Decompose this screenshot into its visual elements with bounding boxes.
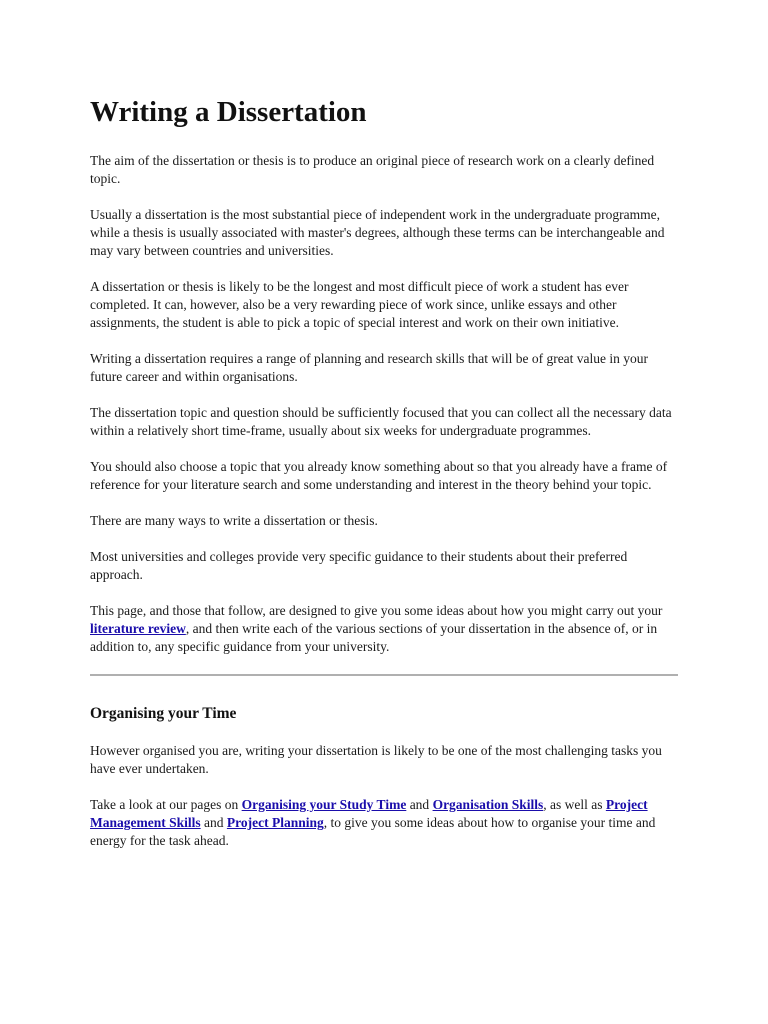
paragraph-5: The dissertation topic and question should be sufficiently focused that you can collect all the necessary data within a relatively short time-frame, usually about six weeks for undergraduate programmes.	[90, 405, 672, 438]
section-divider	[90, 674, 678, 676]
paragraph-1: The aim of the dissertation or thesis is to produce an original piece of research work on a clearly defined topic.	[90, 153, 655, 186]
paragraph-3: A dissertation or thesis is likely to be the longest and most difficult piece of work a student has ever completed. It can, however, also be a very rewarding piece of work since, unlike essays and other assignments, the student is able to pick a topic of special interest and work on their own initiative.	[90, 279, 629, 330]
organisation-skills-link[interactable]: Organisation Skills	[432, 797, 544, 812]
project-management-skills-link[interactable]: Project Management Skills	[90, 797, 648, 830]
paragraph-9-text-end: , and then write each of the various sections of your dissertation in the absence of, or in addition to, any specific guidance from your university.	[90, 621, 658, 654]
paragraph-8: Most universities and colleges provide very specific guidance to their students about their preferred approach.	[90, 549, 628, 582]
section-paragraph-2-text-1: Take a look at our pages on	[90, 797, 242, 812]
project-planning-link[interactable]: Project Planning	[226, 815, 324, 830]
section-paragraph-1: However organised you are, writing your dissertation is likely to be one of the most challenging tasks you have ever undertaken.	[90, 743, 662, 776]
paragraph-4: Writing a dissertation requires a range of planning and research skills that will be of great value in your future career and within organisations.	[90, 351, 649, 384]
document-page	[90, 94, 678, 868]
paragraph-6: You should also choose a topic that you already know something about so that you already have a frame of reference for your literature search and some understanding and interest in the theory behind your topic.	[90, 459, 668, 492]
paragraph-9	[90, 602, 678, 656]
paragraph-7: There are many ways to write a dissertation or thesis.	[90, 513, 378, 528]
paragraph-2: Usually a dissertation is the most substantial piece of independent work in the undergraduate programme, while a thesis is usually associated with master's degrees, although these terms can be interchangeable and may vary between countries and universities.	[90, 207, 665, 258]
page-title: Writing a Dissertation	[90, 96, 367, 128]
paragraph-9-text-start: This page, and those that follow, are designed to give you some ideas about how you might carry out your	[90, 603, 663, 618]
section-paragraph-2	[90, 796, 678, 850]
section-paragraph-2-text-4: and	[200, 815, 227, 830]
section-paragraph-2-text-5: , to give you some ideas about how to organise your time and energy for the task ahead.	[90, 815, 656, 848]
section-paragraph-2-text-3: , as well as	[543, 797, 606, 812]
section-heading-organising-time: Organising your Time	[90, 705, 237, 722]
organising-study-time-link[interactable]: Organising your Study Time	[241, 797, 407, 812]
section-paragraph-2-text-2: and	[406, 797, 433, 812]
literature-review-link[interactable]: literature review	[90, 621, 186, 636]
